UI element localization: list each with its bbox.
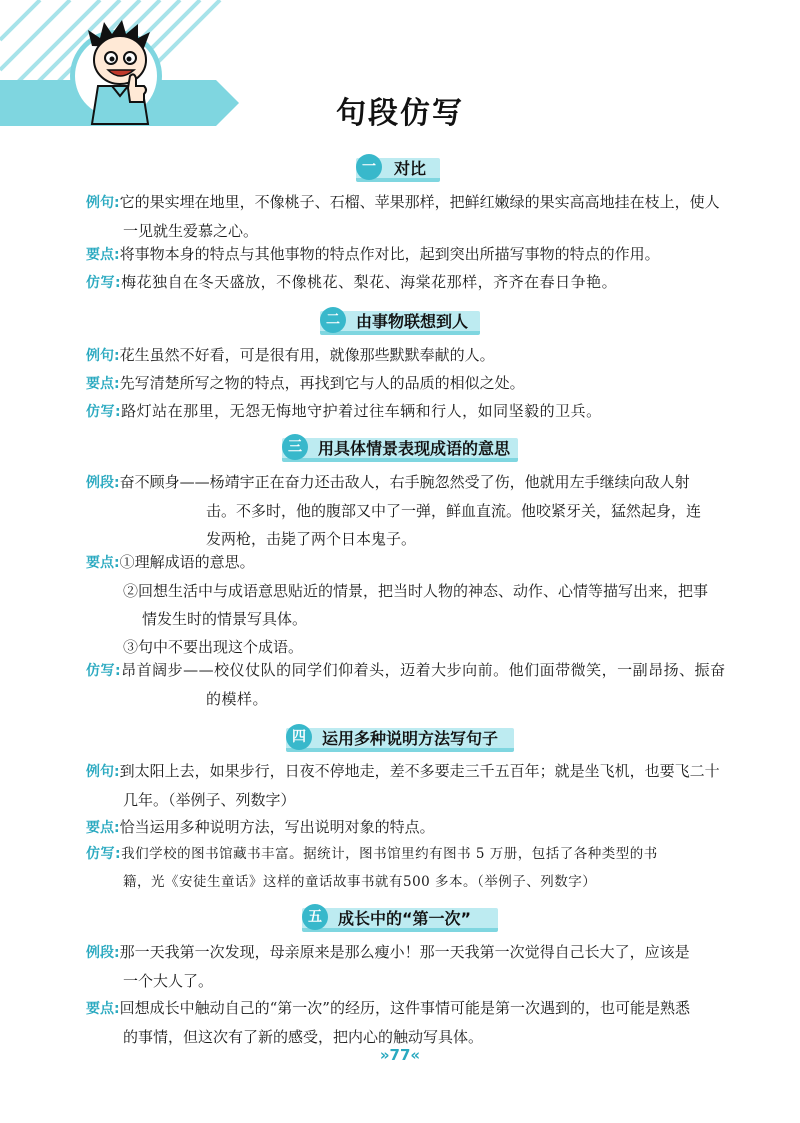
example-entry [86,757,726,814]
imitation-text-cont: 的模样。 [206,690,269,708]
imitation-text: 梅花独自在冬天盛放，不像桃花、梨花、海棠花那样，齐齐在春日争艳。 [121,273,618,291]
imitation-text: 我们学校的图书馆藏书丰富。据统计，图书馆里约有图书 5 万册，包括了各种类型的书 [121,846,658,862]
example-text-cont: 一个大人了。 [123,972,214,990]
example-label: 例句: [86,764,120,780]
section-heading-1 [0,152,800,182]
key-points-label: 要点: [86,1001,120,1017]
imitation-entry [86,840,726,896]
key-points-text: 恰当运用多种说明方法，写出说明对象的特点。 [119,818,435,836]
key-points-text: 先写清楚所写之物的特点，再找到它与人的品质的相似之处。 [119,374,525,392]
imitation-text-cont: 籍，光《安徒生童话》这样的童话故事书就有500 多本。（举例子、列数字） [123,874,597,890]
example-entry [86,468,726,553]
example-entry [86,341,726,370]
example-label: 例句: [86,195,120,211]
section-number: 二 [320,307,346,333]
example-text-cont: 击。不多时，他的腹部又中了一弹，鲜血直流。他咬紧牙关，猛然起身，连 [206,502,702,520]
example-text: 花生虽然不好看，可是很有用，就像那些默默奉献的人。 [119,346,495,364]
key-points-label: 要点: [86,376,120,392]
key-points-text-cont: 的事情，但这次有了新的感受，把内心的触动写具体。 [123,1028,484,1046]
key-point-3: ③句中不要出现这个成语。 [123,638,304,656]
imitation-label: 仿写: [86,663,122,679]
section-number: 四 [286,724,312,750]
page-title: 句段仿写 [336,96,464,131]
key-points-label: 要点: [86,247,120,263]
section-heading-5 [0,902,800,932]
example-text-cont: 发两枪，击毙了两个日本鬼子。 [206,530,417,548]
key-points-entry [86,240,726,269]
example-label: 例段: [86,945,120,961]
key-points-text: 回想成长中触动自己的“第一次”的经历，这件事情可能是第一次遇到的，也可能是熟悉 [119,999,690,1017]
imitation-label: 仿写: [86,404,122,420]
key-point-2-cont: 情发生时的情景写具体。 [142,610,308,628]
section-number: 一 [356,154,382,180]
imitation-entry [86,656,726,713]
example-entry [86,938,726,995]
imitation-label: 仿写: [86,275,122,291]
example-entry [86,188,726,245]
key-points-entry [86,994,726,1051]
key-points-entry [86,813,726,842]
imitation-text: 昂首阔步——校仪仗队的同学们仰着头，迈着大步向前。他们面带微笑，一副昂扬、振奋 [121,661,726,679]
page-number: »77« [379,1046,421,1064]
key-point-2: ②回想生活中与成语意思贴近的情景，把当时人物的神态、动作、心情等描写出来，把事 [123,582,709,600]
key-points-text: 将事物本身的特点与其他事物的特点作对比，起到突出所描写事物的特点的作用。 [119,245,660,263]
imitation-entry [86,268,726,297]
example-text: 奋不顾身——杨靖宇正在奋力还击敌人，右手腕忽然受了伤，他就用左手继续向敌人射 [119,473,690,491]
section-heading-4 [0,722,800,752]
section-heading-2 [0,305,800,335]
example-label: 例句: [86,348,120,364]
example-text-cont: 一见就生爱慕之心。 [123,222,259,240]
key-points-entry [86,369,726,398]
section-heading-3 [0,432,800,462]
section-title: 对比 [394,159,427,178]
section-number: 五 [302,904,328,930]
key-points-entry [86,548,726,661]
example-text: 到太阳上去，如果步行，日夜不停地走，差不多要走三千五百年；就是坐飞机，也要飞二十 [119,762,720,780]
imitation-text: 路灯站在那里，无怨无悔地守护着过往车辆和行人，如同坚毅的卫兵。 [121,402,602,420]
section-title: 用具体情景表现成语的意思 [318,439,511,458]
example-text-cont: 几年。（举例子、列数字） [123,791,296,809]
imitation-entry [86,397,726,426]
section-number: 三 [282,434,308,460]
example-text: 那一天我第一次发现，母亲原来是那么瘦小！那一天我第一次觉得自己长大了，应该是 [119,943,690,961]
key-points-label: 要点: [86,820,120,836]
example-text: 它的果实埋在地里，不像桃子、石榴、苹果那样，把鲜红嫩绿的果实高高地挂在枝上，使人 [119,193,720,211]
section-title: 由事物联想到人 [356,312,469,331]
imitation-label: 仿写: [86,846,122,862]
section-title: 成长中的“第一次” [338,909,472,928]
section-title: 运用多种说明方法写句子 [322,729,499,748]
key-point-1: ①理解成语的意思。 [119,553,255,571]
key-points-label: 要点: [86,555,120,571]
example-label: 例段: [86,475,120,491]
